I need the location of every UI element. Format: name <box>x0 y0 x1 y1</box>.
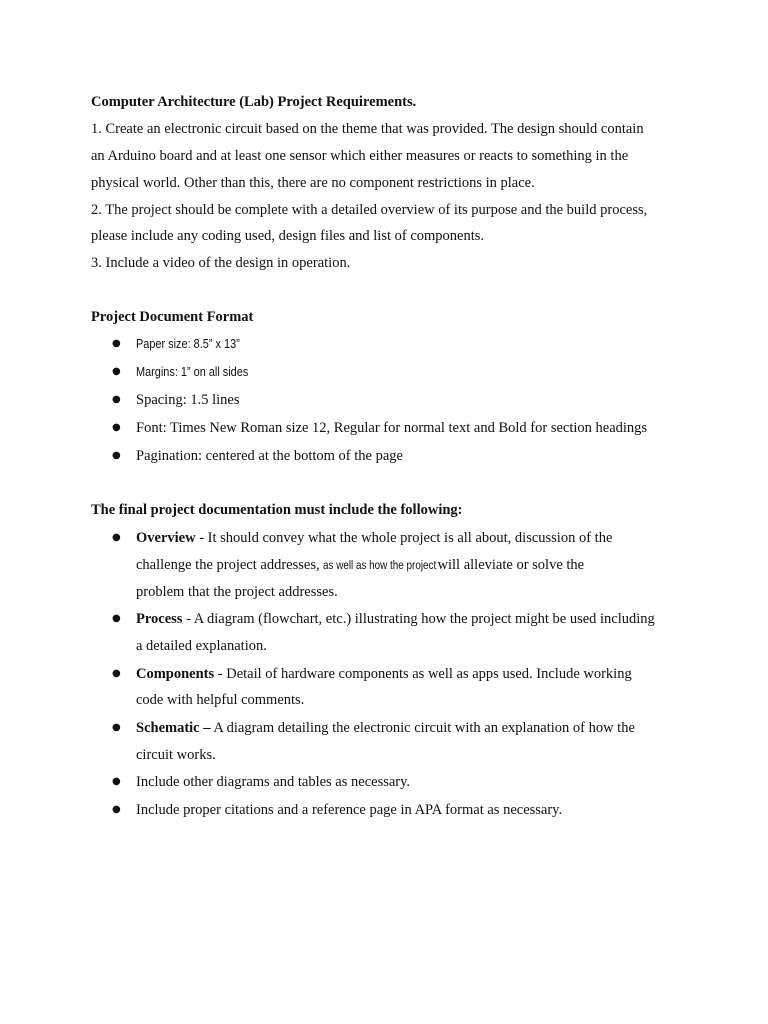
overview-item <box>136 529 612 547</box>
format-item-text: Paper size: 8.5” x 13” <box>136 336 240 351</box>
requirement-line: 1. Create an electronic circuit based on the theme that was provided. The design should contain <box>91 121 644 137</box>
overview-text: will alleviate or solve the <box>433 557 585 573</box>
overview-line: problem that the project addresses. <box>136 584 338 600</box>
schematic-item <box>136 719 635 737</box>
other-item: Include other diagrams and tables as necessary. <box>136 774 411 790</box>
bullet-icon: ● <box>112 804 121 815</box>
format-item: Spacing: 1.5 lines <box>136 392 240 408</box>
overview-line <box>136 556 584 575</box>
bullet-icon: ● <box>112 450 121 461</box>
components-line: code with helpful comments. <box>136 692 305 708</box>
overview-inline-text: as well as how the project <box>323 560 437 572</box>
bullet-icon: ● <box>112 613 121 624</box>
requirement-line: 2. The project should be complete with a detailed overview of its purpose and the build process, <box>91 202 648 218</box>
overview-text: challenge the project addresses, <box>136 557 324 573</box>
bullet-icon: ● <box>112 422 121 433</box>
format-item <box>136 335 260 353</box>
final-heading: The final project documentation must include the following: <box>91 502 463 518</box>
document-title: Computer Architecture (Lab) Project Requirements. <box>91 94 417 110</box>
bullet-icon: ● <box>112 668 121 679</box>
components-text: - Detail of hardware components as well as apps used. Include working <box>214 666 632 682</box>
bullet-icon: ● <box>112 366 121 377</box>
schematic-line: circuit works. <box>136 747 216 763</box>
bullet-icon: ● <box>112 722 121 733</box>
bullet-icon: ● <box>112 776 121 787</box>
requirement-line: an Arduino board and at least one sensor which either measures or reacts to something in the <box>91 148 629 164</box>
overview-text: - It should convey what the whole project is all about, discussion of the <box>195 530 613 546</box>
format-item-text: Margins: 1” on all sides <box>136 364 249 379</box>
schematic-text: A diagram detailing the electronic circuit with an explanation of how the <box>210 720 635 736</box>
format-item <box>136 363 270 381</box>
requirement-line: physical world. Other than this, there are no component restrictions in place. <box>91 175 535 191</box>
bullet-icon: ● <box>112 532 121 543</box>
components-item <box>136 665 632 683</box>
process-text: - A diagram (flowchart, etc.) illustrating how the project might be used including <box>182 611 655 627</box>
requirement-line: 3. Include a video of the design in operation. <box>91 255 351 271</box>
other-item: Include proper citations and a reference page in APA format as necessary. <box>136 802 563 818</box>
bullet-icon: ● <box>112 338 121 349</box>
components-label: Components <box>136 666 215 682</box>
process-line: a detailed explanation. <box>136 638 267 654</box>
format-heading: Project Document Format <box>91 309 254 325</box>
bullet-icon: ● <box>112 394 121 405</box>
schematic-label: Schematic – <box>136 720 211 736</box>
format-item: Pagination: centered at the bottom of the page <box>136 448 403 464</box>
overview-label: Overview <box>136 530 196 546</box>
format-item: Font: Times New Roman size 12, Regular for normal text and Bold for section headings <box>136 420 648 436</box>
process-item <box>136 610 655 628</box>
process-label: Process <box>136 611 183 627</box>
requirement-line: please include any coding used, design files and list of components. <box>91 228 485 244</box>
